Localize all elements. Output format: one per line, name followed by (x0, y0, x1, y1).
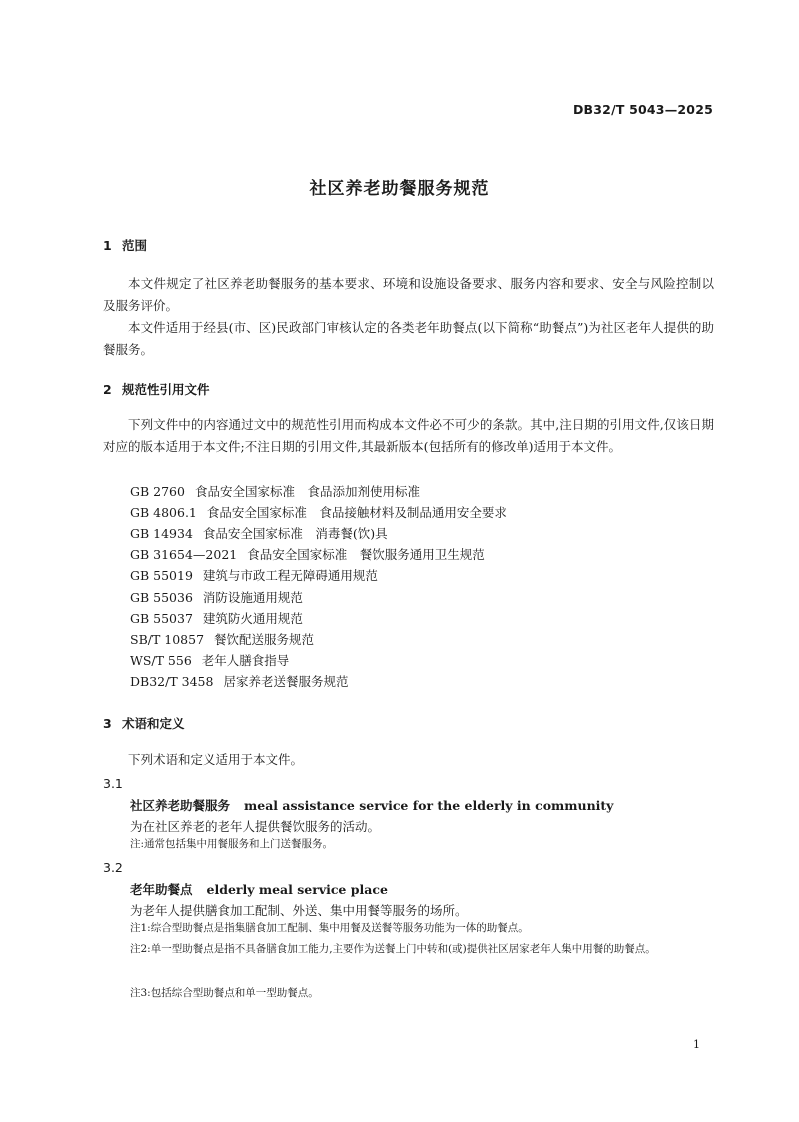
term-en: elderly meal service place (206, 882, 388, 897)
term-definition: 为老年人提供膳食加工配制、外送、集中用餐等服务的场所。 (130, 903, 468, 918)
reference-code: GB 2760 (130, 484, 185, 499)
reference-name: 老年人膳食指导 (201, 653, 290, 668)
reference-code: GB 55019 (130, 568, 193, 583)
reference-item (130, 630, 314, 648)
term-note: 注3:包括综合型助餐点和单一型助餐点。 (130, 987, 319, 999)
section-1-heading (103, 236, 147, 254)
reference-item (130, 482, 420, 500)
reference-name: 食品安全国家标准 食品添加剂使用标准 (194, 484, 420, 499)
reference-item (130, 503, 507, 521)
reference-name: 消防设施通用规范 (202, 590, 303, 605)
section-title: 术语和定义 (122, 716, 185, 731)
reference-name: 餐饮配送服务规范 (214, 632, 315, 647)
reference-name: 建筑与市政工程无障碍通用规范 (202, 568, 378, 583)
term-note: 注:通常包括集中用餐服务和上门送餐服务。 (130, 838, 334, 850)
references-paragraph: 下列文件中的内容通过文中的规范性引用而构成本文件必不可少的条款。其中,注日期的引用文件,仅该日期对应的版本适用于本文件;不注日期的引用文件,其最新版本(包括所有的修改单)适用于本文件。 (103, 417, 714, 454)
reference-code: GB 31654—2021 (130, 547, 238, 562)
section-number: 2 (103, 382, 112, 397)
standard-number: DB32/T 5043—2025 (572, 102, 713, 117)
term-zh: 老年助餐点 (130, 882, 193, 897)
reference-code: GB 55036 (130, 590, 193, 605)
term-definition: 为在社区养老的老年人提供餐饮服务的活动。 (130, 819, 381, 834)
term-zh: 社区养老助餐服务 (130, 798, 231, 813)
term-en: meal assistance service for the elderly in community (244, 798, 614, 813)
term-heading (130, 796, 613, 814)
reference-name: 居家养老送餐服务规范 (223, 674, 349, 689)
reference-name: 建筑防火通用规范 (202, 611, 303, 626)
term-heading (130, 880, 388, 898)
clause-number: 3.2 (103, 860, 123, 875)
section-number: 3 (103, 716, 112, 731)
reference-item (130, 672, 348, 690)
scope-paragraph-1: 本文件规定了社区养老助餐服务的基本要求、环境和设施设备要求、服务内容和要求、安全与风险控制以及服务评价。 (103, 276, 714, 313)
reference-code: DB32/T 3458 (130, 674, 214, 689)
reference-item (130, 588, 303, 606)
reference-code: GB 4806.1 (130, 505, 197, 520)
page-number: 1 (693, 1038, 700, 1051)
terms-intro: 下列术语和定义适用于本文件。 (128, 752, 304, 767)
reference-item (130, 545, 485, 563)
section-title: 范围 (122, 238, 148, 253)
reference-code: SB/T 10857 (130, 632, 205, 647)
reference-name: 食品安全国家标准 消毒餐(饮)具 (202, 526, 388, 541)
document-title: 社区养老助餐服务规范 (309, 179, 490, 199)
section-number: 1 (103, 238, 112, 253)
reference-item (130, 566, 378, 584)
section-3-heading (103, 714, 185, 732)
term-note: 注2:单一型助餐点是指不具备膳食加工能力,主要作为送餐上门中转和(或)提供社区居家老年人集中用餐的助餐点。 (130, 943, 656, 955)
section-title: 规范性引用文件 (122, 382, 210, 397)
reference-code: WS/T 556 (130, 653, 192, 668)
term-note: 注1:综合型助餐点是指集膳食加工配制、集中用餐及送餐等服务功能为一体的助餐点。 (130, 922, 529, 934)
scope-paragraph-2: 本文件适用于经县(市、区)民政部门审核认定的各类老年助餐点(以下简称“助餐点”)为社区老年人提供的助餐服务。 (103, 320, 714, 357)
reference-name: 食品安全国家标准 食品接触材料及制品通用安全要求 (206, 505, 507, 520)
reference-code: GB 14934 (130, 526, 193, 541)
clause-number: 3.1 (103, 776, 123, 791)
reference-name: 食品安全国家标准 餐饮服务通用卫生规范 (247, 547, 485, 562)
reference-item (130, 651, 289, 669)
reference-item (130, 524, 388, 542)
reference-code: GB 55037 (130, 611, 193, 626)
section-2-heading (103, 380, 210, 398)
reference-item (130, 609, 303, 627)
